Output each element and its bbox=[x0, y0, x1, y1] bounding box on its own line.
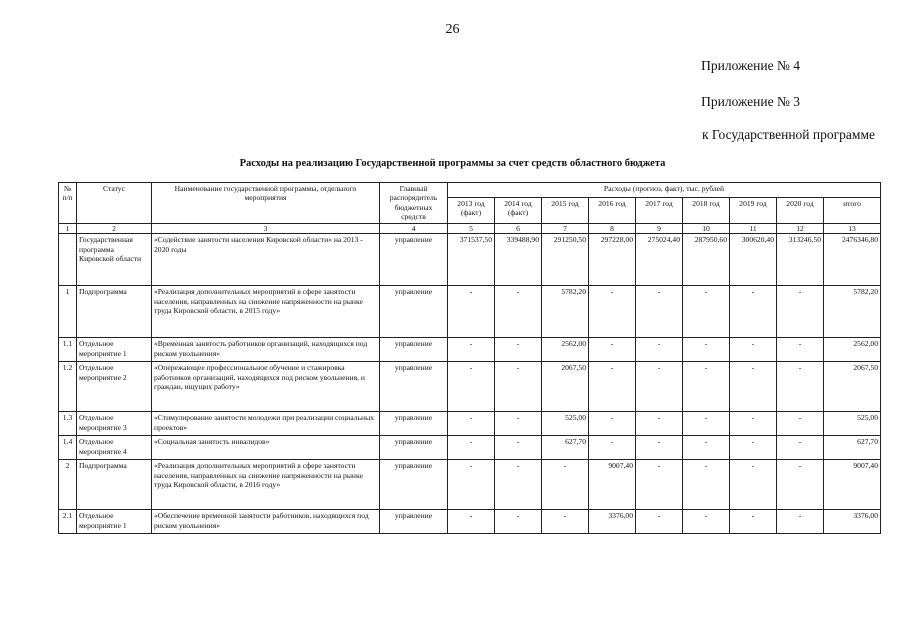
row-total: 9007,40 bbox=[824, 460, 881, 510]
row-manager: управление bbox=[380, 362, 448, 412]
table-row bbox=[59, 460, 881, 510]
row-value: 275024,40 bbox=[636, 234, 683, 286]
row-value: - bbox=[589, 286, 636, 338]
row-value: - bbox=[683, 460, 730, 510]
row-value: - bbox=[730, 436, 777, 460]
row-value: - bbox=[448, 362, 495, 412]
row-value: - bbox=[777, 286, 824, 338]
column-number: 13 bbox=[824, 223, 881, 233]
column-number: 7 bbox=[542, 223, 589, 233]
row-value: - bbox=[495, 286, 542, 338]
row-value: - bbox=[495, 362, 542, 412]
to-program-label: к Государственной программе bbox=[701, 127, 875, 142]
row-name: «Стимулирование занятости молодежи при реализации социальных проектов» bbox=[152, 412, 380, 436]
header-year: 2015 год bbox=[542, 197, 589, 223]
row-value: 371537,50 bbox=[448, 234, 495, 286]
table-row bbox=[59, 234, 881, 286]
row-value: - bbox=[636, 436, 683, 460]
row-value: - bbox=[589, 436, 636, 460]
row-status: Подпрограмма bbox=[77, 460, 152, 510]
column-number: 5 bbox=[448, 223, 495, 233]
row-value: - bbox=[495, 436, 542, 460]
row-manager: управление bbox=[380, 510, 448, 534]
row-manager: управление bbox=[380, 234, 448, 286]
row-manager: управление bbox=[380, 338, 448, 362]
row-value: - bbox=[683, 286, 730, 338]
table-row bbox=[59, 362, 881, 412]
row-value: 291250,50 bbox=[542, 234, 589, 286]
row-status: Отдельное мероприятие 3 bbox=[77, 412, 152, 436]
row-value: 339488,90 bbox=[495, 234, 542, 286]
row-total: 5782,20 bbox=[824, 286, 881, 338]
table-row bbox=[59, 338, 881, 362]
row-value: 5782,20 bbox=[542, 286, 589, 338]
row-value: - bbox=[589, 412, 636, 436]
column-number: 4 bbox=[380, 223, 448, 233]
table-body bbox=[59, 234, 881, 534]
header-total: итого bbox=[824, 197, 881, 223]
row-value: - bbox=[448, 436, 495, 460]
row-value: - bbox=[777, 436, 824, 460]
row-value: 297228,00 bbox=[589, 234, 636, 286]
row-status: Отдельное мероприятие 4 bbox=[77, 436, 152, 460]
row-value: 2067,50 bbox=[542, 362, 589, 412]
row-value: - bbox=[636, 338, 683, 362]
row-value: - bbox=[495, 460, 542, 510]
header-expenses-group: Расходы (прогноз, факт), тыс. рублей bbox=[448, 183, 881, 198]
row-value: - bbox=[448, 286, 495, 338]
row-name: «Временная занятость работников организаций, находящихся под риском увольнения» bbox=[152, 338, 380, 362]
column-number: 3 bbox=[152, 223, 380, 233]
header-manager: Главный распорядитель бюджетных средств bbox=[380, 183, 448, 224]
column-number: 6 bbox=[495, 223, 542, 233]
row-name: «Опережающее профессиональное обучение и стажировка работников организаций, находящихся под риском увольнения, и граждан, ищущих работу» bbox=[152, 362, 380, 412]
row-status: Отдельное мероприятие 2 bbox=[77, 362, 152, 412]
row-value: - bbox=[777, 338, 824, 362]
row-total: 2067,50 bbox=[824, 362, 881, 412]
row-name: «Реализация дополнительных мероприятий в сфере занятости населения, направленных на снижение напряженности на рынке труда Кировской области, в 2015 году» bbox=[152, 286, 380, 338]
header-year: 2017 год bbox=[636, 197, 683, 223]
column-number: 2 bbox=[77, 223, 152, 233]
row-status: Отдельное мероприятие 1 bbox=[77, 338, 152, 362]
table-row bbox=[59, 412, 881, 436]
row-value: - bbox=[448, 510, 495, 534]
row-manager: управление bbox=[380, 286, 448, 338]
header-year: 2016 год bbox=[589, 197, 636, 223]
header-no: № п/п bbox=[59, 183, 77, 224]
row-number: 1.3 bbox=[59, 412, 77, 436]
row-value: - bbox=[495, 338, 542, 362]
row-value: 313246,50 bbox=[777, 234, 824, 286]
row-value: 300620,40 bbox=[730, 234, 777, 286]
row-value: - bbox=[495, 412, 542, 436]
row-total: 627,70 bbox=[824, 436, 881, 460]
row-value: - bbox=[448, 460, 495, 510]
header-year: 2018 год bbox=[683, 197, 730, 223]
row-status: Подпрограмма bbox=[77, 286, 152, 338]
row-value: - bbox=[448, 412, 495, 436]
row-value: - bbox=[495, 510, 542, 534]
header-status: Статус bbox=[77, 183, 152, 224]
header-year: 2019 год bbox=[730, 197, 777, 223]
row-value: 3376,00 bbox=[589, 510, 636, 534]
column-number: 8 bbox=[589, 223, 636, 233]
column-number: 11 bbox=[730, 223, 777, 233]
column-number-row bbox=[59, 223, 881, 233]
row-total: 2476346,80 bbox=[824, 234, 881, 286]
table-row bbox=[59, 286, 881, 338]
row-value: - bbox=[636, 286, 683, 338]
row-number: 1.4 bbox=[59, 436, 77, 460]
row-value: - bbox=[730, 460, 777, 510]
expenses-table bbox=[58, 182, 881, 534]
row-name: «Содействие занятости населения Кировской области» на 2013 - 2020 годы bbox=[152, 234, 380, 286]
row-name: «Обеспечение временной занятости работников, находящихся под риском увольнения» bbox=[152, 510, 380, 534]
column-number: 9 bbox=[636, 223, 683, 233]
row-value: - bbox=[683, 412, 730, 436]
column-number: 10 bbox=[683, 223, 730, 233]
column-number: 1 bbox=[59, 223, 77, 233]
header-year: 2014 год (факт) bbox=[495, 197, 542, 223]
row-value: - bbox=[683, 338, 730, 362]
row-number: 1 bbox=[59, 286, 77, 338]
row-value: - bbox=[636, 412, 683, 436]
row-total: 3376,00 bbox=[824, 510, 881, 534]
column-number: 12 bbox=[777, 223, 824, 233]
row-value: - bbox=[730, 286, 777, 338]
row-value: - bbox=[683, 510, 730, 534]
header-name: Наименование государственной программы, отдельного мероприятия bbox=[152, 183, 380, 224]
row-value: - bbox=[730, 362, 777, 412]
header-row-group bbox=[59, 183, 881, 198]
row-value: - bbox=[542, 510, 589, 534]
row-manager: управление bbox=[380, 412, 448, 436]
row-number: 1.1 bbox=[59, 338, 77, 362]
row-value: 2562,00 bbox=[542, 338, 589, 362]
row-number bbox=[59, 234, 77, 286]
row-value: - bbox=[730, 338, 777, 362]
table-row bbox=[59, 436, 881, 460]
row-number: 1.2 bbox=[59, 362, 77, 412]
row-total: 2562,00 bbox=[824, 338, 881, 362]
row-value: 287950,60 bbox=[683, 234, 730, 286]
row-value: 525,00 bbox=[542, 412, 589, 436]
row-status: Государственная программа Кировской области bbox=[77, 234, 152, 286]
row-total: 525,00 bbox=[824, 412, 881, 436]
row-status: Отдельное мероприятие 1 bbox=[77, 510, 152, 534]
row-value: - bbox=[777, 510, 824, 534]
row-value: - bbox=[589, 338, 636, 362]
row-value: - bbox=[777, 362, 824, 412]
row-value: - bbox=[636, 362, 683, 412]
row-value: - bbox=[636, 510, 683, 534]
row-manager: управление bbox=[380, 436, 448, 460]
table-row bbox=[59, 510, 881, 534]
row-value: - bbox=[777, 460, 824, 510]
row-number: 2 bbox=[59, 460, 77, 510]
document-title: Расходы на реализацию Государственной программы за счет средств областного бюджета bbox=[239, 158, 666, 169]
row-value: - bbox=[448, 338, 495, 362]
page-number: 26 bbox=[445, 22, 460, 37]
row-number: 2.1 bbox=[59, 510, 77, 534]
row-value: - bbox=[589, 362, 636, 412]
row-value: - bbox=[683, 436, 730, 460]
row-manager: управление bbox=[380, 460, 448, 510]
row-value: - bbox=[542, 460, 589, 510]
row-value: - bbox=[730, 510, 777, 534]
appendix-3-label: Приложение № 3 bbox=[701, 94, 800, 109]
row-value: 627,70 bbox=[542, 436, 589, 460]
header-year: 2013 год (факт) bbox=[448, 197, 495, 223]
row-value: - bbox=[777, 412, 824, 436]
row-value: - bbox=[683, 362, 730, 412]
row-name: «Реализация дополнительных мероприятий в сфере занятости населения, направленных на снижение напряженности на рынке труда Кировской области, в 2016 году» bbox=[152, 460, 380, 510]
row-value: - bbox=[730, 412, 777, 436]
appendix-4-label: Приложение № 4 bbox=[701, 58, 800, 73]
row-name: «Социальная занятость инвалидов» bbox=[152, 436, 380, 460]
row-value: 9007,40 bbox=[589, 460, 636, 510]
header-year: 2020 год bbox=[777, 197, 824, 223]
row-value: - bbox=[636, 460, 683, 510]
